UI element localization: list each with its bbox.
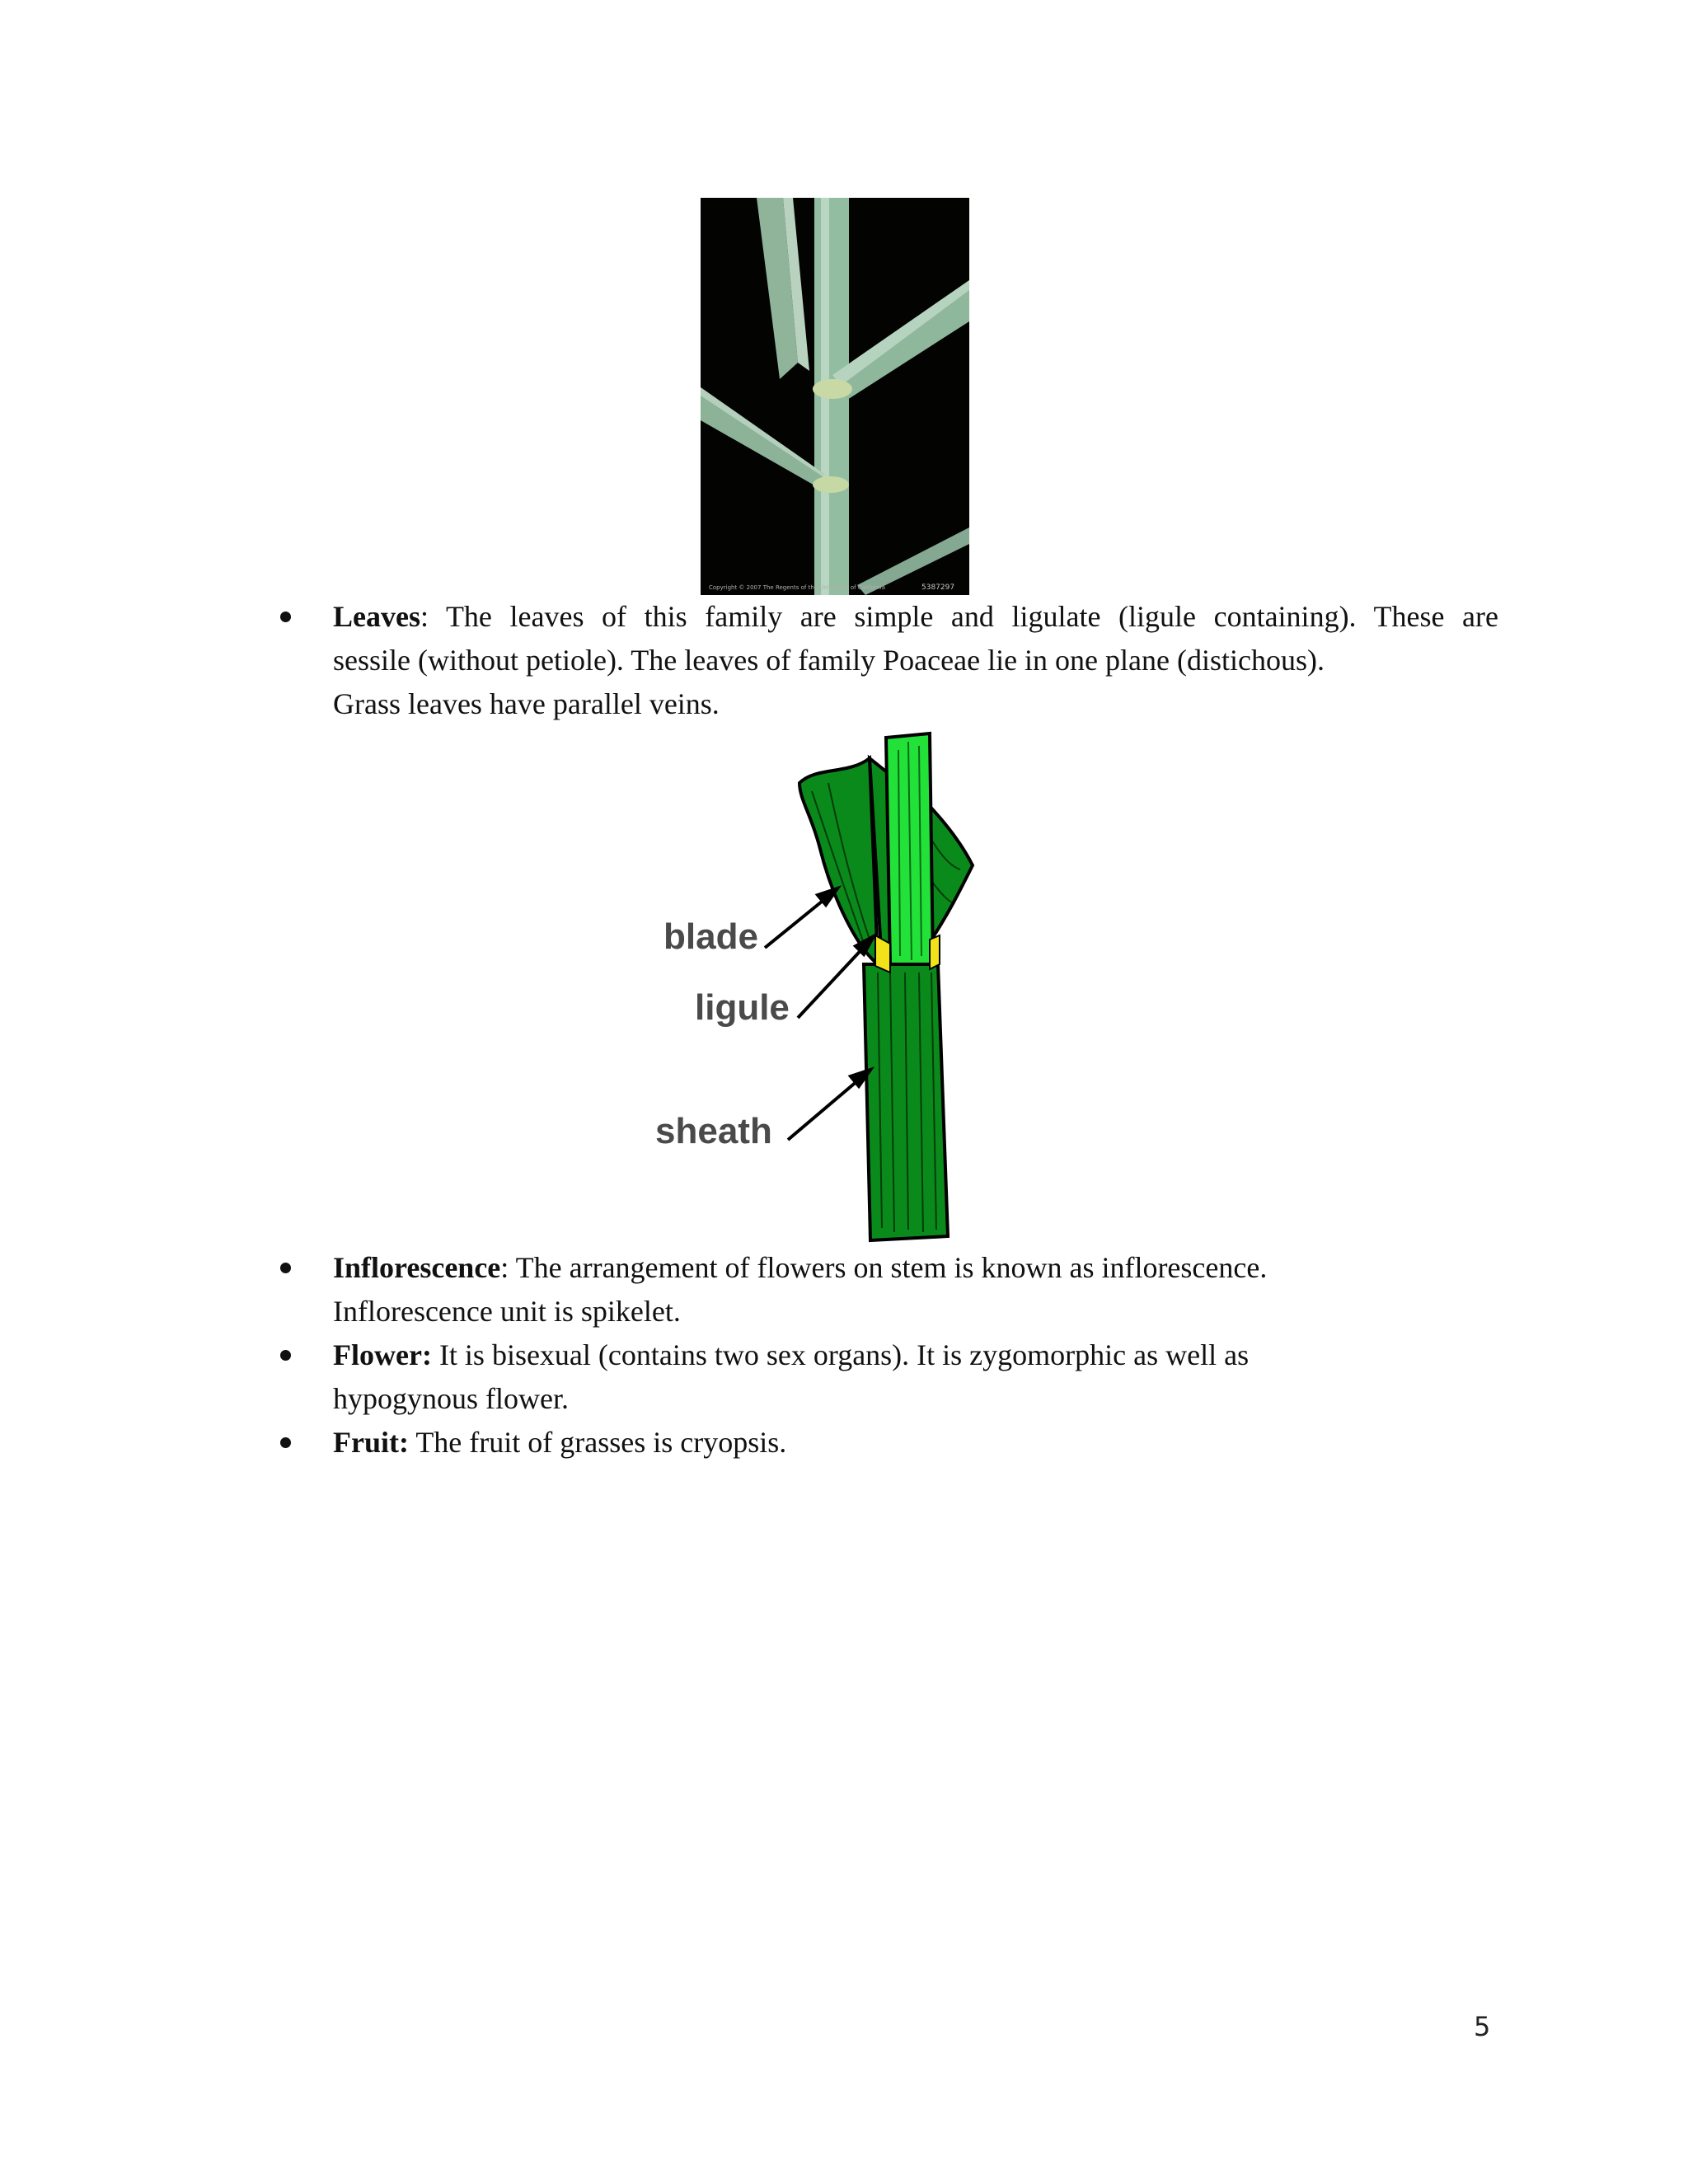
- fruit-line-1: [333, 1421, 1500, 1465]
- flower-line-2: hypogynous flower.: [333, 1382, 569, 1415]
- leaves-bullet: [280, 595, 1500, 726]
- photo-copyright: Copyright © 2007 The Regents of the University of California: [709, 584, 886, 591]
- ligule-label: ligule: [695, 987, 790, 1028]
- flower-line-1: [333, 1333, 1500, 1377]
- leaves-line-3: Grass leaves have parallel veins.: [333, 687, 720, 720]
- leaf-anatomy-diagram: [643, 725, 989, 1253]
- leaves-text-1: The leaves of this family are simple and ligulate (ligule containing). These are: [429, 600, 1498, 633]
- list-item: [280, 1246, 1500, 1333]
- flower-text-1: It is bisexual (contains two sex organs). It is zygomorphic as well as: [431, 1338, 1250, 1371]
- leaves-term: Leaves: [333, 600, 420, 633]
- blade-label: blade: [663, 916, 758, 957]
- remaining-bullets: [280, 1246, 1500, 1465]
- inflorescence-sep: :: [500, 1251, 509, 1284]
- photo-id-number: 5387297: [921, 583, 955, 592]
- inflorescence-term: Inflorescence: [333, 1251, 501, 1284]
- inflorescence-line-1: [333, 1246, 1500, 1290]
- list-item: [280, 1421, 1500, 1465]
- leaves-line-1: [333, 595, 1498, 639]
- list-item: [280, 595, 1500, 726]
- inflorescence-text-1: The arrangement of flowers on stem is known as inflorescence.: [509, 1251, 1268, 1284]
- fruit-text-1: The fruit of grasses is cryopsis.: [408, 1426, 787, 1459]
- grass-stem-illustration: [701, 198, 969, 595]
- sheath-label: sheath: [655, 1111, 772, 1151]
- page-number: 5: [1474, 2011, 1491, 2042]
- bullet-icon: [280, 1437, 291, 1448]
- flower-term: Flower:: [333, 1338, 432, 1371]
- fruit-term: Fruit:: [333, 1426, 409, 1459]
- leaves-line-2: sessile (without petiole). The leaves of family Poaceae lie in one plane (distichous).: [333, 644, 1325, 677]
- bullet-icon: [280, 1263, 291, 1273]
- leaves-sep: :: [420, 600, 429, 633]
- grass-stem-photo: [701, 198, 969, 595]
- bullet-icon: [280, 1350, 291, 1361]
- bullet-icon: [280, 612, 291, 622]
- inflorescence-line-2: Inflorescence unit is spikelet.: [333, 1295, 681, 1328]
- list-item: [280, 1333, 1500, 1421]
